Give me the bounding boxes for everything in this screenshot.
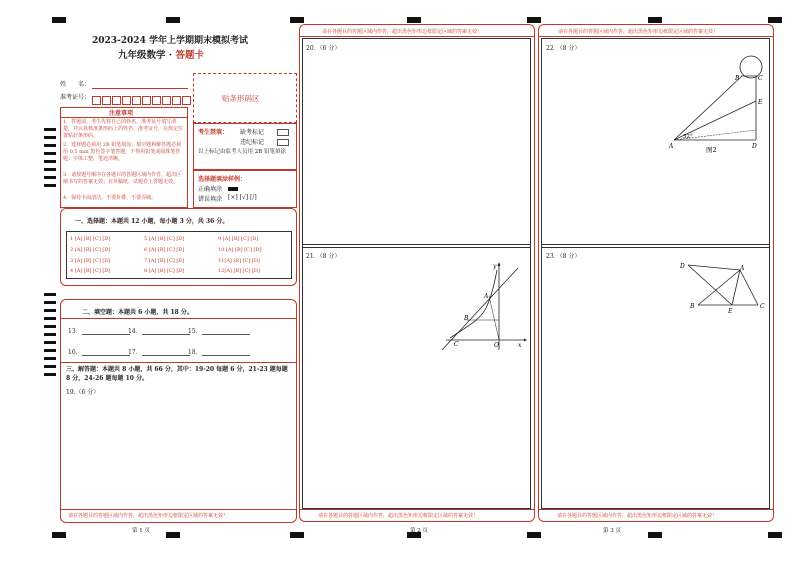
page-number: 第 1 页 [132,528,150,534]
absent-label: 缺考标记 [240,129,265,136]
figure-22 [664,52,776,154]
notice-item: 4．保持卡面清洁，不要折叠、不要弄破。 [63,195,157,201]
header-warning: 请在各题目的答题区域内作答，超出黑色矩形边框限定区域的答案无效！ [558,29,719,35]
page-number: 第 3 页 [603,528,621,534]
label-C: C [454,341,459,348]
label-D: D [680,263,685,270]
section3-heading: 三、解答题：本题共 8 小题，共 66 分，其中：19-20 每题 6 分，21-23 题每题 8 分，24-26 题每题 10 分。 [66,366,288,382]
figure-caption: 图2 [706,146,717,154]
label-B: B [464,315,469,322]
question-22-label: 22．（8 分） [546,45,581,52]
label-A: A [669,143,674,150]
registration-mark [407,17,421,23]
sheet-subtitle [118,47,204,61]
answer-sheet-label: 答题卡 [175,50,204,61]
registration-mark [166,532,180,538]
angle-label: 32° [683,134,693,140]
fill-blank-14[interactable]: 14． [128,326,190,335]
exam-title: 2023-2024 学年上学期期末模拟考试 [92,36,248,46]
violation-checkbox[interactable] [277,139,289,146]
fill-wrong-marks: [×] [√] [/] [228,194,257,201]
registration-mark [527,17,541,23]
name-field[interactable] [92,88,188,89]
notice-title: 注意事项 [109,110,134,117]
absent-checkbox[interactable] [277,129,289,136]
fill-blank-13[interactable]: 13． [68,326,130,335]
registration-mark [52,532,66,538]
page-number: 第 2 页 [410,528,428,534]
fill-example-title: 选择题填涂样例： [198,176,247,183]
registration-mark [768,532,782,538]
label-D: D [752,143,757,150]
question-19-answer-area[interactable] [64,396,293,506]
registration-mark [290,532,304,538]
footer-warning: 请在各题目的答题区域内作答，超出黑色矩形边框限定区域的答案无效！ [68,513,229,519]
barcode-label: 贴条形码区 [222,94,260,103]
notice-item: 2．选择题必须用 2B 铅笔填涂；填空题和解答题必须用 0.5 mm 黑色签字笔答题，不得用铅笔或圆珠笔答题；字体工整、笔迹清晰。 [63,142,182,162]
registration-mark [527,532,541,538]
label-E: E [758,99,763,106]
label-B: B [690,303,695,310]
registration-mark [768,17,782,23]
name-label: 姓 名： [60,81,91,88]
exam-status-label: 考生禁填： [198,129,229,136]
fill-blank-16[interactable]: 16． [68,347,130,356]
filled-bubble-sample [228,187,238,191]
label-x: x [518,342,522,349]
footer-warning: 请在各题目的答题区域内作答，超出黑色矩形边框限定区域的答案无效！ [557,513,718,519]
figure-21 [440,258,530,350]
header-warning: 请在各题目的答题区域内作答，超出黑色矩形边框限定区域的答案无效！ [322,29,483,35]
label-O: O [494,342,499,349]
registration-mark [52,17,66,23]
notice-item: 1．答题前，考生先将自己的姓名，准考证号填写清楚，并认真核准条形码上的姓名、准考证号，在规定位置贴好条形码。 [63,119,184,139]
fill-blank-18[interactable]: 18． [188,347,250,356]
question-20-label: 20．（6 分） [306,45,341,52]
fill-wrong-label: 错误填涂 [198,196,223,203]
line-ab [674,76,742,140]
label-A: A [484,293,489,300]
fill-correct-label: 正确填涂 [198,186,223,193]
registration-mark [648,17,662,23]
label-y: y [493,263,497,270]
label-B: B [735,75,740,82]
line-cba [442,268,518,350]
curve [450,270,497,338]
question-23-label: 23．（8 分） [546,253,581,260]
notice-item: 3．请按题号顺序在各题目的答题区域内作答，超出区域书写的答案无效；在草稿纸、试题卷上答题无效。 [63,172,182,185]
section1-heading: 一、选择题：本题共 12 小题，每小题 3 分，共 36 分。 [75,218,229,225]
question-21-label: 21．（8 分） [306,253,341,260]
label-C: C [760,303,765,310]
question-19-label: 19.（6 分） [66,389,100,396]
label-C: C [758,75,763,82]
fill-blank-17[interactable]: 17． [128,347,190,356]
fill-blank-15[interactable]: 15． [188,326,250,335]
registration-mark [290,17,304,23]
label-E: E [728,308,733,315]
question-20-box[interactable] [302,38,531,248]
footer-warning: 请在各题目的答题区域内作答，超出黑色矩形边框限定区域的答案无效！ [318,513,479,519]
section2-heading: 二、填空题：本题共 6 小题，共 18 分。 [82,309,193,316]
figure-23 [674,258,770,316]
registration-mark [166,17,180,23]
registration-mark [648,532,662,538]
ticket-label: 准考证号： [60,94,91,101]
violation-label: 违纪标记 [240,139,265,146]
status-note: 以上标记由监考人员用 2B 铅笔填涂 [198,149,287,155]
label-A: A [740,265,745,272]
subject-label: 九年级数学 · [118,50,176,61]
